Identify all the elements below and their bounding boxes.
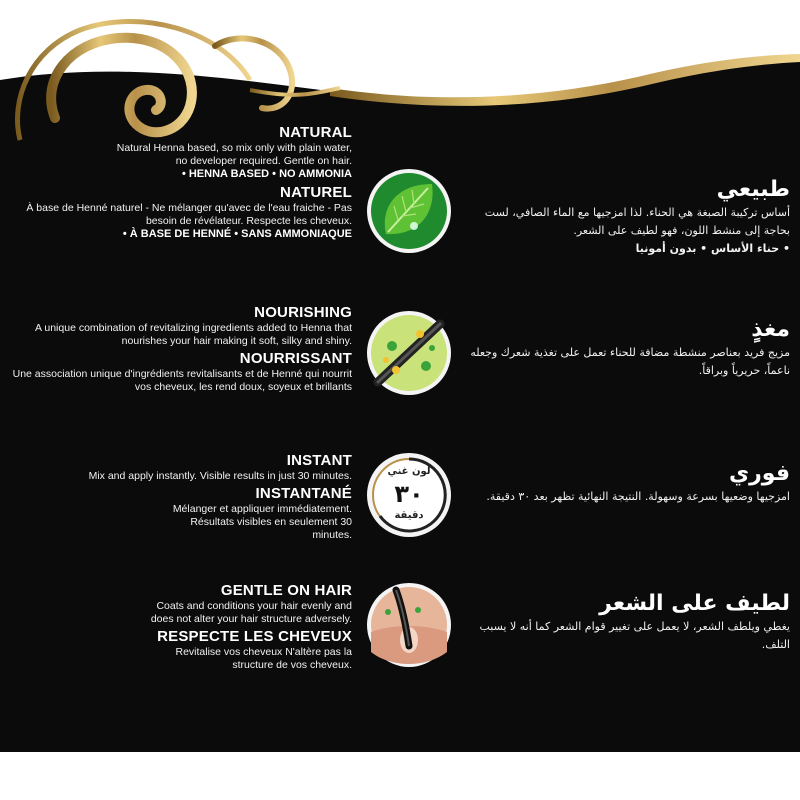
timer-label-bottom: دقيقة — [394, 510, 424, 521]
hair-strand-icon — [366, 582, 452, 668]
timer-icon — [366, 452, 452, 538]
natural-ar-title: طبيعي — [716, 177, 790, 202]
nourishing-ar-body: مزيج فريد بعناصر منشطة مضافة للحناء تعمل على تغذية شعرك وجعله ناعماً، حريرياً وبراقاً. — [470, 346, 790, 377]
instant-en-title: INSTANT — [286, 452, 352, 469]
instant-fr-body: Mélanger et appliquer immédiatement. Résultats visibles en seulement 30 minutes. — [172, 503, 352, 541]
natural-en-title: NATURAL — [279, 124, 352, 141]
timer-label-top: لون غني — [387, 466, 431, 477]
nourishing-en-body: A unique combination of revitalizing ingredients added to Henna that nourishes your hair making it soft, silky and shiny. — [35, 322, 352, 347]
natural-en-body: Natural Henna based, so mix only with plain water, no developer required. Gentle on hair. — [116, 142, 352, 167]
instant-fr-title: INSTANTANÉ — [255, 485, 352, 502]
gentle-en-title: GENTLE ON HAIR — [220, 582, 352, 599]
natural-ar-body: أساس تركيبة الصبغة هي الحناء. لذا امزجيها مع الماء الصافي، لست بحاجة إلى منشط اللون، فهو لطيف على الشعر. — [484, 206, 790, 237]
natural-fr-title: NATUREL — [280, 184, 352, 201]
instant-en-body: Mix and apply instantly. Visible results in just 30 minutes. — [88, 470, 352, 482]
gentle-ar-title: لطيف على الشعر — [599, 591, 790, 616]
gentle-en-body: Coats and conditions your hair evenly and does not alter your hair structure adversely. — [150, 600, 352, 625]
timer-number: ٣٠ — [394, 480, 424, 508]
nourishing-en-title: NOURISHING — [254, 304, 352, 321]
gentle-fr-title: RESPECTE LES CHEVEUX — [157, 628, 352, 645]
gentle-ar-body: يغطي ويلطف الشعر، لا يعمل على تغيير قوام الشعر كما أنه لا يسبب التلف. — [479, 620, 790, 651]
nourishing-fr-body: Une association unique d'ingrédients revitalisants et de Henné qui nourrit vos cheveux, les rend doux, soyeux et brillants — [12, 368, 352, 393]
instant-ar-title: فوري — [728, 461, 790, 486]
natural-en-bullets: • HENNA BASED • NO AMMONIA — [181, 168, 352, 180]
nourishing-ar-title: مغذٍ — [751, 317, 790, 342]
natural-fr-body: À base de Henné naturel - Ne mélanger qu'avec de l'eau fraiche - Pas besoin de révélateur. Respecte les cheveux. — [26, 202, 352, 227]
hair-nourish-icon — [366, 310, 452, 396]
leaf-icon — [366, 168, 452, 254]
natural-ar-bullets: • حناء الأساس • بدون أمونيا — [635, 242, 790, 255]
instant-ar-body: امزجيها وضعيها بسرعة وسهولة. النتيجة النهائية تظهر بعد ٣٠ دقيقة. — [486, 490, 790, 503]
nourishing-fr-title: NOURRISSANT — [239, 350, 352, 367]
natural-fr-bullets: • À BASE DE HENNÉ • SANS AMMONIAQUE — [122, 228, 352, 240]
gentle-fr-body: Revitalise vos cheveux N'altère pas la structure de vos cheveux. — [175, 646, 352, 671]
